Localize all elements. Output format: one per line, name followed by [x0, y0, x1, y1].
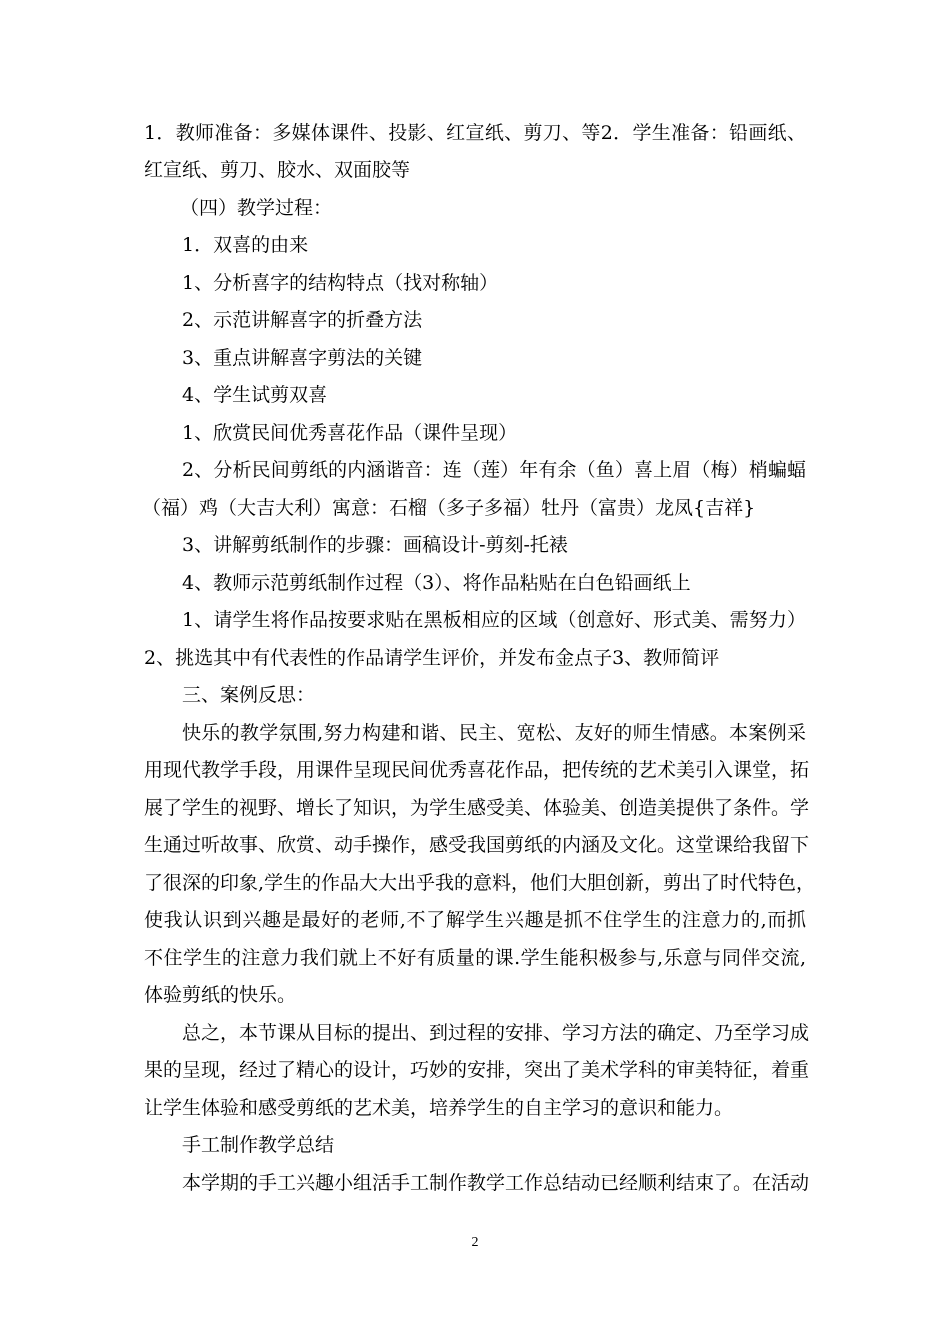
text-line: 生通过听故事、欣赏、动手操作，感受我国剪纸的内涵及文化。这堂课给我留下	[144, 834, 810, 856]
text-line: 让学生体验和感受剪纸的艺术美，培养学生的自主学习的意识和能力。	[144, 1097, 734, 1119]
text-line: 了很深的印象,学生的作品大大出乎我的意料，他们大胆创新，剪出了时代特色，	[144, 872, 816, 894]
text-line: 1、请学生将作品按要求贴在黑板相应的区域（创意好、形式美、需努力）	[182, 609, 806, 631]
text-line: 不住学生的注意力我们就上不好有质量的课.学生能积极参与,乐意与同伴交流,	[144, 947, 806, 969]
text-line: 1．教师准备：多媒体课件、投影、红宣纸、剪刀、等2．学生准备：铅画纸、	[144, 122, 806, 144]
text-line: 1、分析喜字的结构特点（找对称轴）	[182, 272, 499, 294]
text-line: 3、重点讲解喜字剪法的关键	[182, 347, 423, 369]
text-line: 3、讲解剪纸制作的步骤：画稿设计-剪刻-托裱	[182, 534, 568, 556]
text-line: 使我认识到兴趣是最好的老师,不了解学生兴趣是抓不住学生的注意力的,而抓	[144, 909, 806, 931]
text-line: 快乐的教学氛围,努力构建和谐、民主、宽松、友好的师生情感。本案例采	[182, 722, 806, 744]
page-number: 2	[471, 1235, 479, 1250]
section-heading: 手工制作教学总结	[182, 1134, 335, 1156]
text-line: 1、欣赏民间优秀喜花作品（课件呈现）	[182, 422, 518, 444]
section-heading: 三、案例反思：	[182, 684, 316, 706]
text-line: 用现代教学手段，用课件呈现民间优秀喜花作品，把传统的艺术美引入课堂，拓	[144, 759, 810, 781]
text-line: 本学期的手工兴趣小组活手工制作教学工作总结动已经顺利结束了。在活动	[182, 1172, 810, 1194]
text-line: （四）教学过程：	[180, 197, 333, 219]
text-line: 红宣纸、剪刀、胶水、双面胶等	[144, 159, 411, 181]
text-line: 体验剪纸的快乐。	[144, 984, 297, 1006]
text-line: 4、教师示范剪纸制作过程（3）、将作品粘贴在白色铅画纸上	[182, 572, 691, 594]
text-line: 总之，本节课从目标的提出、到过程的安排、学习方法的确定、乃至学习成	[182, 1022, 810, 1044]
text-line: 展了学生的视野、增长了知识，为学生感受美、体验美、创造美提供了条件。学	[144, 797, 810, 819]
text-line: 1．双喜的由来	[182, 234, 309, 256]
text-line: 2、挑选其中有代表性的作品请学生评价，并发布金点子3、教师简评	[144, 647, 720, 669]
text-line: （福）鸡（大吉大利）寓意：石榴（多子多福）牡丹（富贵）龙凤{吉祥}	[142, 497, 756, 519]
text-line: 果的呈现，经过了精心的设计，巧妙的安排，突出了美术学科的审美特征，着重	[144, 1059, 810, 1081]
text-line: 4、学生试剪双喜	[182, 384, 328, 406]
text-line: 2、分析民间剪纸的内涵谐音：连（莲）年有余（鱼）喜上眉（梅）梢蝙蝠	[182, 459, 806, 481]
text-line: 2、示范讲解喜字的折叠方法	[182, 309, 423, 331]
